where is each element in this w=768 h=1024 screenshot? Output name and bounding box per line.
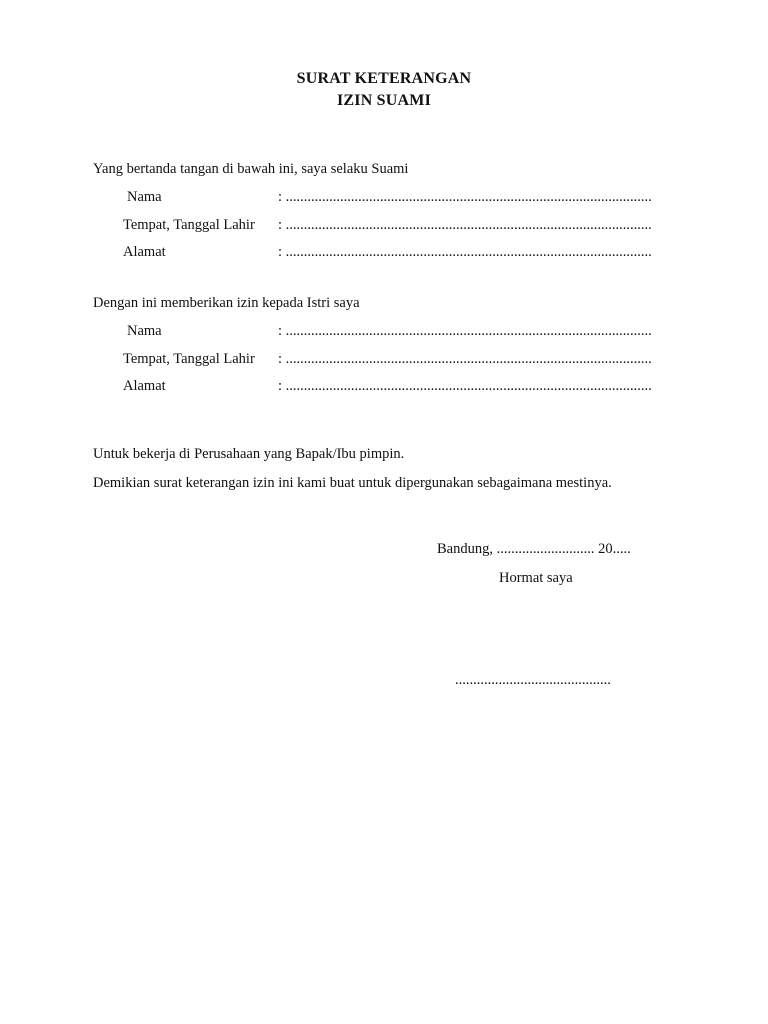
- field-value: : .....................................................................................................: [278, 217, 652, 233]
- document-title-line2: IZIN SUAMI: [336, 92, 431, 109]
- wife-name-row: [0, 323, 768, 343]
- place-date: Bandung, ........................... 20.....: [437, 541, 631, 557]
- husband-name-row: [0, 189, 768, 209]
- wife-address-row: [0, 378, 768, 398]
- field-value: : .....................................................................................................: [278, 351, 652, 367]
- field-value: : .....................................................................................................: [278, 378, 652, 394]
- signature-line: ...........................................: [455, 672, 611, 688]
- husband-intro: Yang bertanda tangan di bawah ini, saya selaku Suami: [93, 161, 409, 177]
- wife-intro: Dengan ini memberikan izin kepada Istri saya: [93, 295, 360, 311]
- field-label: Nama: [127, 323, 162, 339]
- purpose-text: Untuk bekerja di Perusahaan yang Bapak/Ibu pimpin.: [93, 446, 405, 462]
- closing-text: Demikian surat keterangan izin ini kami buat untuk dipergunakan sebagaimana mestinya.: [93, 475, 612, 491]
- field-value: : .....................................................................................................: [278, 189, 652, 205]
- field-label: Alamat: [123, 244, 166, 260]
- husband-address-row: [0, 244, 768, 264]
- husband-birth-row: [0, 217, 768, 237]
- field-label: Alamat: [123, 378, 166, 394]
- field-label: Nama: [127, 189, 162, 205]
- field-label: Tempat, Tanggal Lahir: [123, 217, 255, 233]
- field-value: : .....................................................................................................: [278, 323, 652, 339]
- wife-birth-row: [0, 351, 768, 371]
- field-label: Tempat, Tanggal Lahir: [123, 351, 255, 367]
- regards-text: Hormat saya: [499, 570, 573, 586]
- field-value: : .....................................................................................................: [278, 244, 652, 260]
- document-title-line1: SURAT KETERANGAN: [296, 70, 472, 87]
